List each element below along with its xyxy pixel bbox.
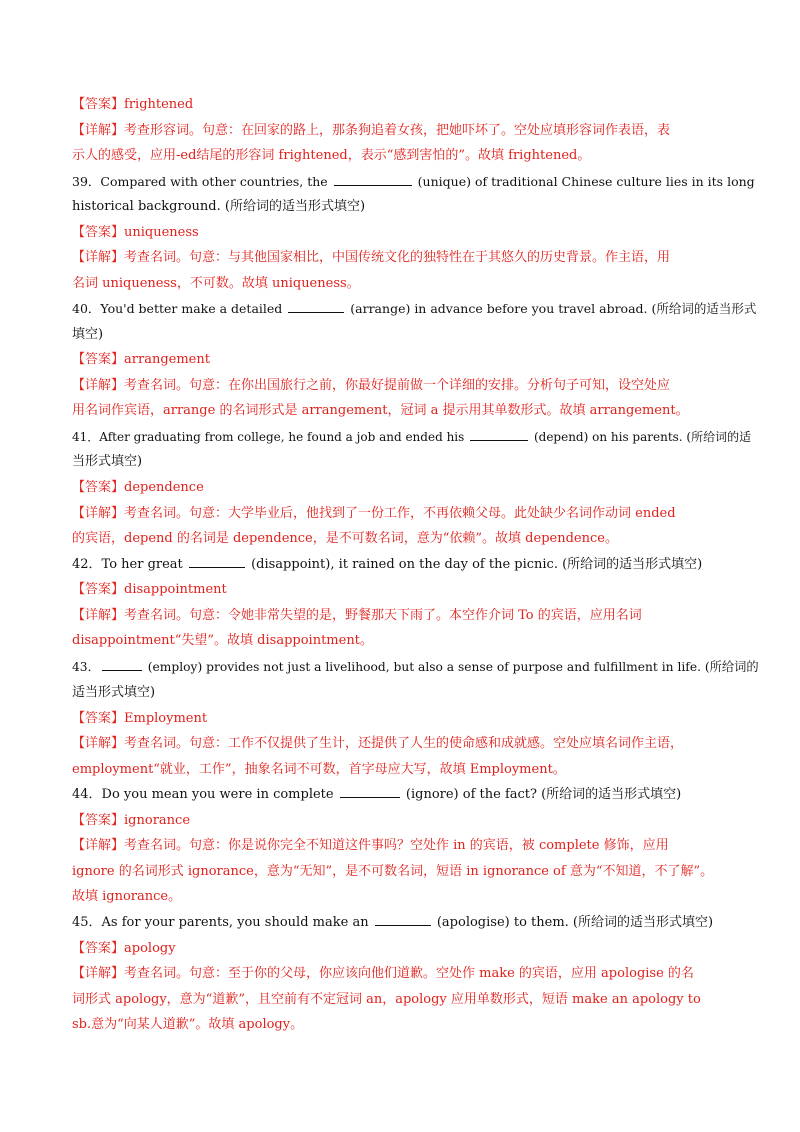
answer-line <box>72 223 199 243</box>
explanation-label: 【详解】 <box>72 378 125 393</box>
explanation-line: ignore 的名词形式 ignorance，意为“无知”，是不可数名词，短语 in ignorance of 意为“不知道，不了解”。 <box>72 864 714 879</box>
answer-text: frightened <box>124 97 194 112</box>
explanation-line: 的宾语，depend 的名词是 dependence，是不可数名词，意为“依赖”。故填 dependence。 <box>72 531 618 546</box>
explanation-line <box>72 964 694 984</box>
answer-label: 【答案】 <box>72 480 125 495</box>
question-text-before: To her great <box>101 557 183 572</box>
explanation-text: 考查名词。句意：在你出国旅行之前，你最好提前做一个详细的安排。分析句子可知，设空处应 <box>124 378 671 393</box>
explanation-line <box>72 606 642 626</box>
answer-line <box>72 811 190 831</box>
answer-text: disappointment <box>124 582 227 597</box>
answer-text: Employment <box>124 711 208 726</box>
explanation-label: 【详解】 <box>72 966 125 981</box>
answer-line <box>72 478 204 498</box>
question-text-before: Compared with other countries, the <box>100 174 328 189</box>
explanation-label: 【详解】 <box>72 838 125 853</box>
explanation-line <box>72 248 670 268</box>
answer-line <box>72 580 227 600</box>
explanation-label: 【详解】 <box>72 506 125 521</box>
answer-label: 【答案】 <box>72 711 125 726</box>
answer-line <box>72 709 207 729</box>
explanation-label: 【详解】 <box>72 608 125 623</box>
answer-text: ignorance <box>124 813 191 828</box>
answer-text: arrangement <box>124 352 210 367</box>
explanation-line: sb.意为“向某人道歉”。故填 apology。 <box>72 1017 304 1032</box>
answer-line <box>72 350 210 370</box>
answer-label: 【答案】 <box>72 813 125 828</box>
explanation-text: 考查名词。句意：大学毕业后，他找到了一份工作，不再依赖父母。此处缺少名词作动词 ended <box>124 506 676 521</box>
explanation-line: 名词 uniqueness，不可数。故填 uniqueness。 <box>72 276 360 291</box>
answer-line <box>72 939 176 959</box>
explanation-line <box>72 121 670 141</box>
answer-text: uniqueness <box>124 225 199 240</box>
explanation-label: 【详解】 <box>72 736 125 751</box>
question-text-after: (ignore) of the fact? (所给词的适当形式填空) <box>405 787 682 802</box>
question-number: 40． <box>72 301 101 316</box>
explanation-text: 考查形容词。句意：在回家的路上，那条狗追着女孩，把她吓坏了。空处应填形容词作表语，表 <box>124 123 671 138</box>
explanation-line <box>72 504 676 524</box>
explanation-line <box>72 376 670 396</box>
question-text-after: (arrange) in advance before you travel abroad. (所给词的适当形式 <box>350 301 757 316</box>
question-text-before: You'd better make a detailed <box>100 301 283 316</box>
explanation-line: 词形式 apology，意为“道歉”，且空前有不定冠词 an，apology 应用单数形式，短语 make an apology to <box>72 992 701 1007</box>
question-line: 当形式填空) <box>72 454 143 469</box>
explanation-line: disappointment“失望”。故填 disappointment。 <box>72 633 373 648</box>
question-line <box>72 785 681 805</box>
question-number: 41． <box>72 430 100 444</box>
explanation-line <box>72 836 669 856</box>
answer-blank[interactable] <box>375 913 431 926</box>
question-line <box>72 913 713 933</box>
question-text-after: (unique) of traditional Chinese culture lies in its long <box>417 174 755 189</box>
question-line <box>72 427 751 447</box>
answer-blank[interactable] <box>288 300 344 313</box>
question-text-before: After graduating from college, he found a job and ended his <box>99 430 465 444</box>
answer-blank[interactable] <box>334 173 412 186</box>
answer-text: dependence <box>124 480 204 495</box>
question-line <box>72 555 702 575</box>
explanation-line: 故填 ignorance。 <box>72 889 182 904</box>
question-number: 42． <box>72 557 102 572</box>
question-text-before: As for your parents, you should make an <box>101 915 369 930</box>
answer-blank[interactable] <box>189 555 245 568</box>
explanation-text: 考查名词。句意：与其他国家相比，中国传统文化的独特性在于其悠久的历史背景。作主语，用 <box>124 250 671 265</box>
answer-text: apology <box>124 941 176 956</box>
explanation-text: 考查名词。句意：你是说你完全不知道这件事吗？空处作 in 的宾语，被 complete 修饰，应用 <box>124 838 669 853</box>
answer-label: 【答案】 <box>72 941 125 956</box>
question-text-after: (disappoint), it rained on the day of the picnic. (所给词的适当形式填空) <box>251 557 703 572</box>
answer-blank[interactable] <box>340 785 400 798</box>
answer-line <box>72 95 193 115</box>
explanation-label: 【详解】 <box>72 250 125 265</box>
explanation-line <box>72 734 683 754</box>
question-line <box>72 657 759 677</box>
explanation-label: 【详解】 <box>72 123 125 138</box>
question-text-after: (depend) on his parents. (所给词的适 <box>533 430 752 444</box>
explanation-line: employment“就业，工作”，抽象名词不可数，首字母应大写，故填 Employment。 <box>72 762 566 777</box>
question-line <box>72 299 756 319</box>
question-text-after: (apologise) to them. (所给词的适当形式填空) <box>436 915 714 930</box>
question-text-before: Do you mean you were in complete <box>101 787 334 802</box>
answer-label: 【答案】 <box>72 582 125 597</box>
explanation-line: 示人的感受，应用-ed结尾的形容词 frightened，表示“感到害怕的”。故填 frightened。 <box>72 148 591 163</box>
question-line: 适当形式填空) <box>72 685 156 700</box>
question-number: 45． <box>72 915 102 930</box>
explanation-text: 考查名词。句意：令她非常失望的是，野餐那天下雨了。本空作介词 To 的宾语，应用名词 <box>124 608 642 623</box>
explanation-text: 考查名词。句意：至于你的父母，你应该向他们道歉。空处作 make 的宾语，应用 apologise 的名 <box>124 966 694 981</box>
question-line <box>72 172 755 192</box>
question-text-after: (employ) provides not just a livelihood, but also a sense of purpose and fulfillment in life. (所给词的 <box>147 660 759 674</box>
explanation-line: 用名词作宾语，arrange 的名词形式是 arrangement，冠词 a 提示用其单数形式。故填 arrangement。 <box>72 403 689 418</box>
answer-label: 【答案】 <box>72 97 125 112</box>
answer-label: 【答案】 <box>72 352 125 367</box>
answer-label: 【答案】 <box>72 225 125 240</box>
explanation-text: 考查名词。句意：工作不仅提供了生计，还提供了人生的使命感和成就感。空处应填名词作主语， <box>124 736 684 751</box>
answer-blank[interactable] <box>470 428 528 441</box>
question-line: 填空) <box>72 327 104 342</box>
question-number: 39． <box>72 174 101 189</box>
question-number: 44． <box>72 787 102 802</box>
answer-blank[interactable] <box>102 658 142 671</box>
question-number: 43． <box>72 660 100 674</box>
question-line: historical background. (所给词的适当形式填空) <box>72 199 366 214</box>
